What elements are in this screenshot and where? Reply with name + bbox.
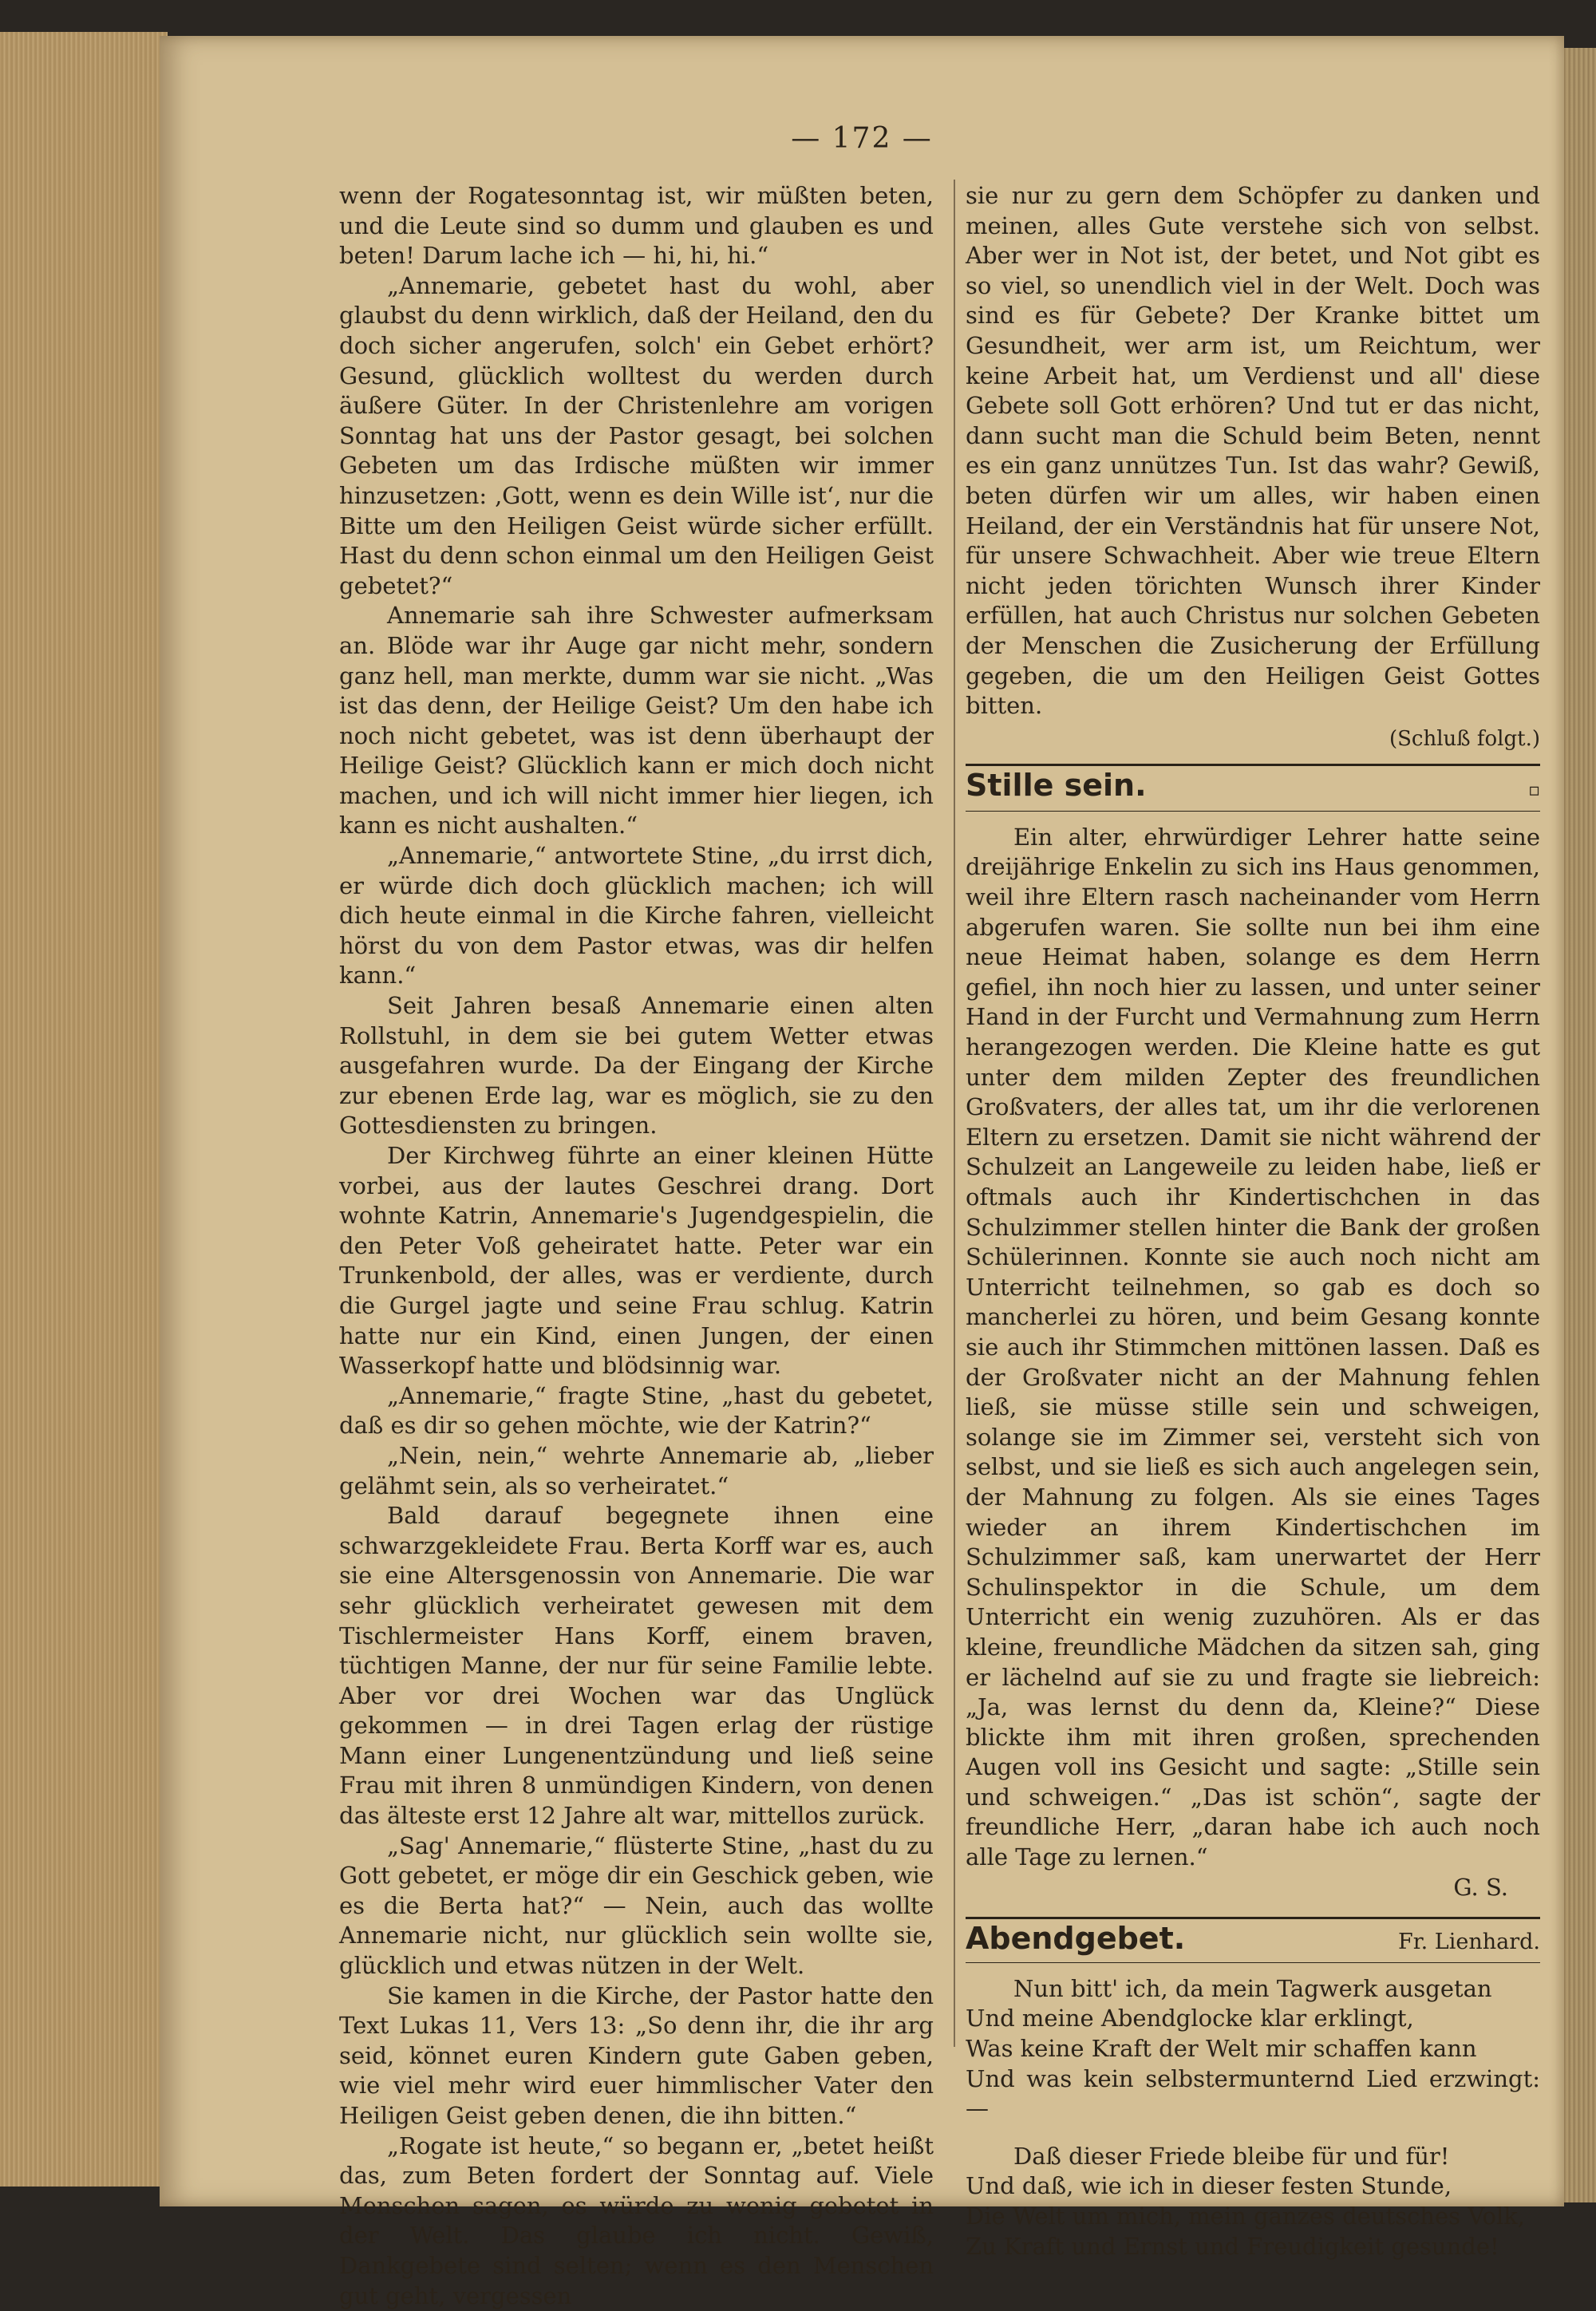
section-rule	[966, 1962, 1540, 1963]
poem-line: Und meine Abendglocke klar erklingt,	[966, 2005, 1414, 2032]
poem-line: Was keine Kraft der Welt mir schaffen kann	[966, 2035, 1477, 2063]
poem-line: Und was kein selbstermunternd Lied erzwingt: —	[966, 2064, 1540, 2123]
poem-line: Und daß, wie ich in dieser festen Stunde,	[966, 2172, 1452, 2200]
poem	[966, 1974, 1540, 2262]
article-heading-abendgebet	[966, 1921, 1540, 1957]
paragraph: Sie kamen in die Kirche, der Pastor hatte den Text Lukas 11, Vers 13: „So denn ihr, die ihr arg seid, könnet euren Kindern gute Gaben geben, wie viel mehr wird euer himmlischer Vater den Heiligen Geist geben denen, die ihn bitten.“	[339, 1981, 934, 2129]
left-column	[339, 181, 934, 2311]
poem-line: Daß dieser Friede bleibe für und für!	[1013, 2142, 1450, 2170]
paragraph: „Annemarie,“ fragte Stine, „hast du gebetet, daß es dir so gehen möchte, wie der Katrin?“	[339, 1381, 934, 1440]
signature: G. S.	[1453, 1873, 1508, 1901]
section-rule	[966, 1917, 1540, 1919]
paragraph: „Nein, nein,“ wehrte Annemarie ab, „lieber gelähmt sein, als so verheiratet.“	[339, 1441, 934, 1499]
right-column	[966, 181, 1540, 2262]
paragraph: „Annemarie,“ antwortete Stine, „du irrst dich, er würde dich doch glücklich machen; ich will dich heute einmal in die Kirche fahren, vielleicht hörst du von dem Pastor etwas, was dir helfen kann.“	[339, 842, 934, 990]
continuation-note: (Schluß folgt.)	[1389, 726, 1540, 751]
paragraph: Ein alter, ehrwürdiger Lehrer hatte seine dreijährige Enkelin zu sich ins Haus genommen, weil ihre Eltern rasch nacheinander vom Herrn abgerufen waren. Sie sollte nun bei ihm eine neue Heimat haben, solange es dem Herrn gefiel, ihn noch hier zu lassen, und unter seiner Hand in der Furcht und Vermahnung zum Herrn herangezogen werden. Die Kleine hatte es gut unter dem milden Zepter des freundlichen Großvaters, der alles tat, um ihr die verlorenen Eltern zu ersetzen. Damit sie nicht während der Schulzeit an Langeweile zu leiden habe, ließ er oftmals auch ihr Kindertischchen in das Schulzimmer stellen hinter die Bank der großen Schülerinnen. Konnte sie auch noch nicht am Unterricht teilnehmen, so gab es doch so mancherlei zu hören, und beim Gesang konnte sie auch ihr Stimmchen mittönen lassen. Daß es der Großvater nicht an der Mahnung fehlen ließ, sie müsse stille sein und schweigen, solange sie im Zimmer sei, versteht sich von selbst, und sie ließ es sich auch angelegen sein, der Mahnung zu folgen. Als sie eines Tages wieder an ihrem Kindertischchen im Schulzimmer saß, kam unerwartet der Herr Schulinspektor in die Schule, um dem Unterricht ein wenig zuzuhören. Als er das kleine, freundliche Mädchen da sitzen sah, ging er lächelnd auf sie zu und fragte sie liebreich: „Ja, was lernst du denn da, Kleine?“ Diese blickte ihm mit ihren großen, sprechenden Augen voll ins Gesicht und sagte: „Stille sein und schweigen.“ „Das ist schön“, sagte der freundliche Herr, „daran habe ich auch noch alle Tage zu lernen.“	[966, 823, 1540, 1871]
paragraph: Seit Jahren besaß Annemarie einen alten Rollstuhl, in dem sie bei gutem Wetter etwas ausgefahren wurde. Da der Eingang der Kirche zur ebenen Erde lag, war es möglich, sie zu den Gottesdiensten zu bringen.	[339, 992, 934, 1140]
paragraph: Der Kirchweg führte an einer kleinen Hütte vorbei, aus der lautes Geschrei drang. Dort wohnte Katrin, Annemarie's Jugendgespielin, die den Peter Voß geheiratet hatte. Peter war ein Trunkenbold, der alles, was er verdiente, durch die Gurgel jagte und seine Frau schlug. Katrin hatte nur ein Kind, einen Jungen, der einen Wasserkopf hatte und blödsinnig war.	[339, 1142, 934, 1380]
article-heading-stille-sein	[966, 768, 1540, 806]
book-page-edges-left	[0, 32, 168, 2187]
article-title: Stille sein.	[966, 768, 1147, 804]
column-divider	[954, 180, 955, 2047]
section-rule	[966, 764, 1540, 766]
page-number: — 172 —	[791, 122, 933, 155]
paragraph: Annemarie sah ihre Schwester aufmerksam an. Blöde war ihr Auge gar nicht mehr, sondern ganz hell, man merkte, dumm war sie nicht. „Was ist das denn, der Heilige Geist? Um den habe ich noch nicht gebetet, was ist denn überhaupt der Heilige Geist? Glücklich kann er mich doch nicht machen, und ich will nicht immer hier liegen, ich kann es nicht aushalten.“	[339, 602, 934, 839]
article-author: Fr. Lienhard.	[1397, 1930, 1540, 1955]
article-title: Abendgebet.	[966, 1921, 1186, 1957]
paragraph: „Rogate ist heute,“ so begann er, „betet heißt das, zum Beten fordert der Sonntag auf. Viele Menschen sagen, es würde zu wenig gebetet in der Welt. Das glaube ich nicht. Gewiß, Dankgebete sind selten; wenn es den Menschen gut geht, vergessen	[339, 2131, 934, 2309]
paragraph: sie nur zu gern dem Schöpfer zu danken und meinen, alles Gute verstehe sich von selbst. Aber wer in Not ist, der betet, und Not gibt es so viel, so unendlich viel in der Welt. Doch was sind es für Gebete? Der Kranke bittet um Gesundheit, wer arm ist, um Reichtum, wer keine Arbeit hat, um Verdienst und all' diese Gebete soll Gott erhören? Und tut er das nicht, dann sucht man die Schuld beim Beten, nennt es ein ganz unnützes Tun. Ist das wahr? Gewiß, beten dürfen wir um alles, wir haben einen Heiland, der ein Verständnis hat für unsere Not, für unsere Schwachheit. Aber wie treue Eltern nicht jeden törichten Wunsch ihrer Kinder erfüllen, hat auch Christus nur solchen Gebeten der Menschen die Zusicherung der Erfüllung gegeben, die um den Heiligen Geist Gottes bitten.	[966, 182, 1540, 720]
book-page	[160, 36, 1564, 2309]
paragraph: „Sag' Annemarie,“ flüsterte Stine, „hast du zu Gott gebetet, er möge dir ein Geschick geben, wie es die Berta hat?“ — Nein, auch das wollte Annemarie nicht, nur glücklich sein wollte sie, glücklich und etwas nützen in der Welt.	[339, 1831, 934, 1980]
paragraph: „Annemarie, gebetet hast du wohl, aber glaubst du denn wirklich, daß der Heiland, den du doch sicher angerufen, solch' ein Gebet erhört? Gesund, glücklich wolltest du werden durch äußere Güter. In der Christenlehre am vorigen Sonntag hat uns der Pastor gesagt, bei solchen Gebeten um das Irdische müßten wir immer hinzusetzen: ‚Gott, wenn es dein Wille ist‘, nur die Bitte um den Heiligen Geist würde sicher erfüllt. Hast du denn schon einmal um den Heiligen Geist gebetet?“	[339, 271, 934, 599]
square-ornament-icon: ▫	[1528, 780, 1540, 801]
poem-line: Nun bitt' ich, da mein Tagwerk ausgetan	[1013, 1974, 1492, 2002]
poem-line: Die Welt um mich, mein ganzes deutsches Volk,	[966, 2202, 1526, 2230]
paragraph: wenn der Rogatesonntag ist, wir müßten beten, und die Leute sind so dumm und glauben es und beten! Darum lache ich — hi, hi, hi.“	[339, 182, 934, 270]
paragraph: Bald darauf begegnete ihnen eine schwarzgekleidete Frau. Berta Korff war es, auch sie eine Altersgenossin von Annemarie. Die war sehr glücklich verheiratet gewesen mit dem Tischlermeister Hans Korff, einem braven, tüchtigen Manne, der nur für seine Familie lebte. Aber vor drei Wochen war das Unglück gekommen — in drei Tagen erlag der rüstige Mann einer Lungenentzündung und ließ seine Frau mit ihren 8 unmündigen Kindern, von denen das älteste erst 12 Jahre alt war, mittellos zurück.	[339, 1502, 934, 1830]
section-rule	[966, 811, 1540, 812]
book-page-edges-right	[1560, 48, 1596, 2202]
article-signature	[966, 1873, 1540, 1903]
poem-line: Zu Kraft und Ernst und Freudigkeit gesunde!	[966, 2232, 1499, 2260]
